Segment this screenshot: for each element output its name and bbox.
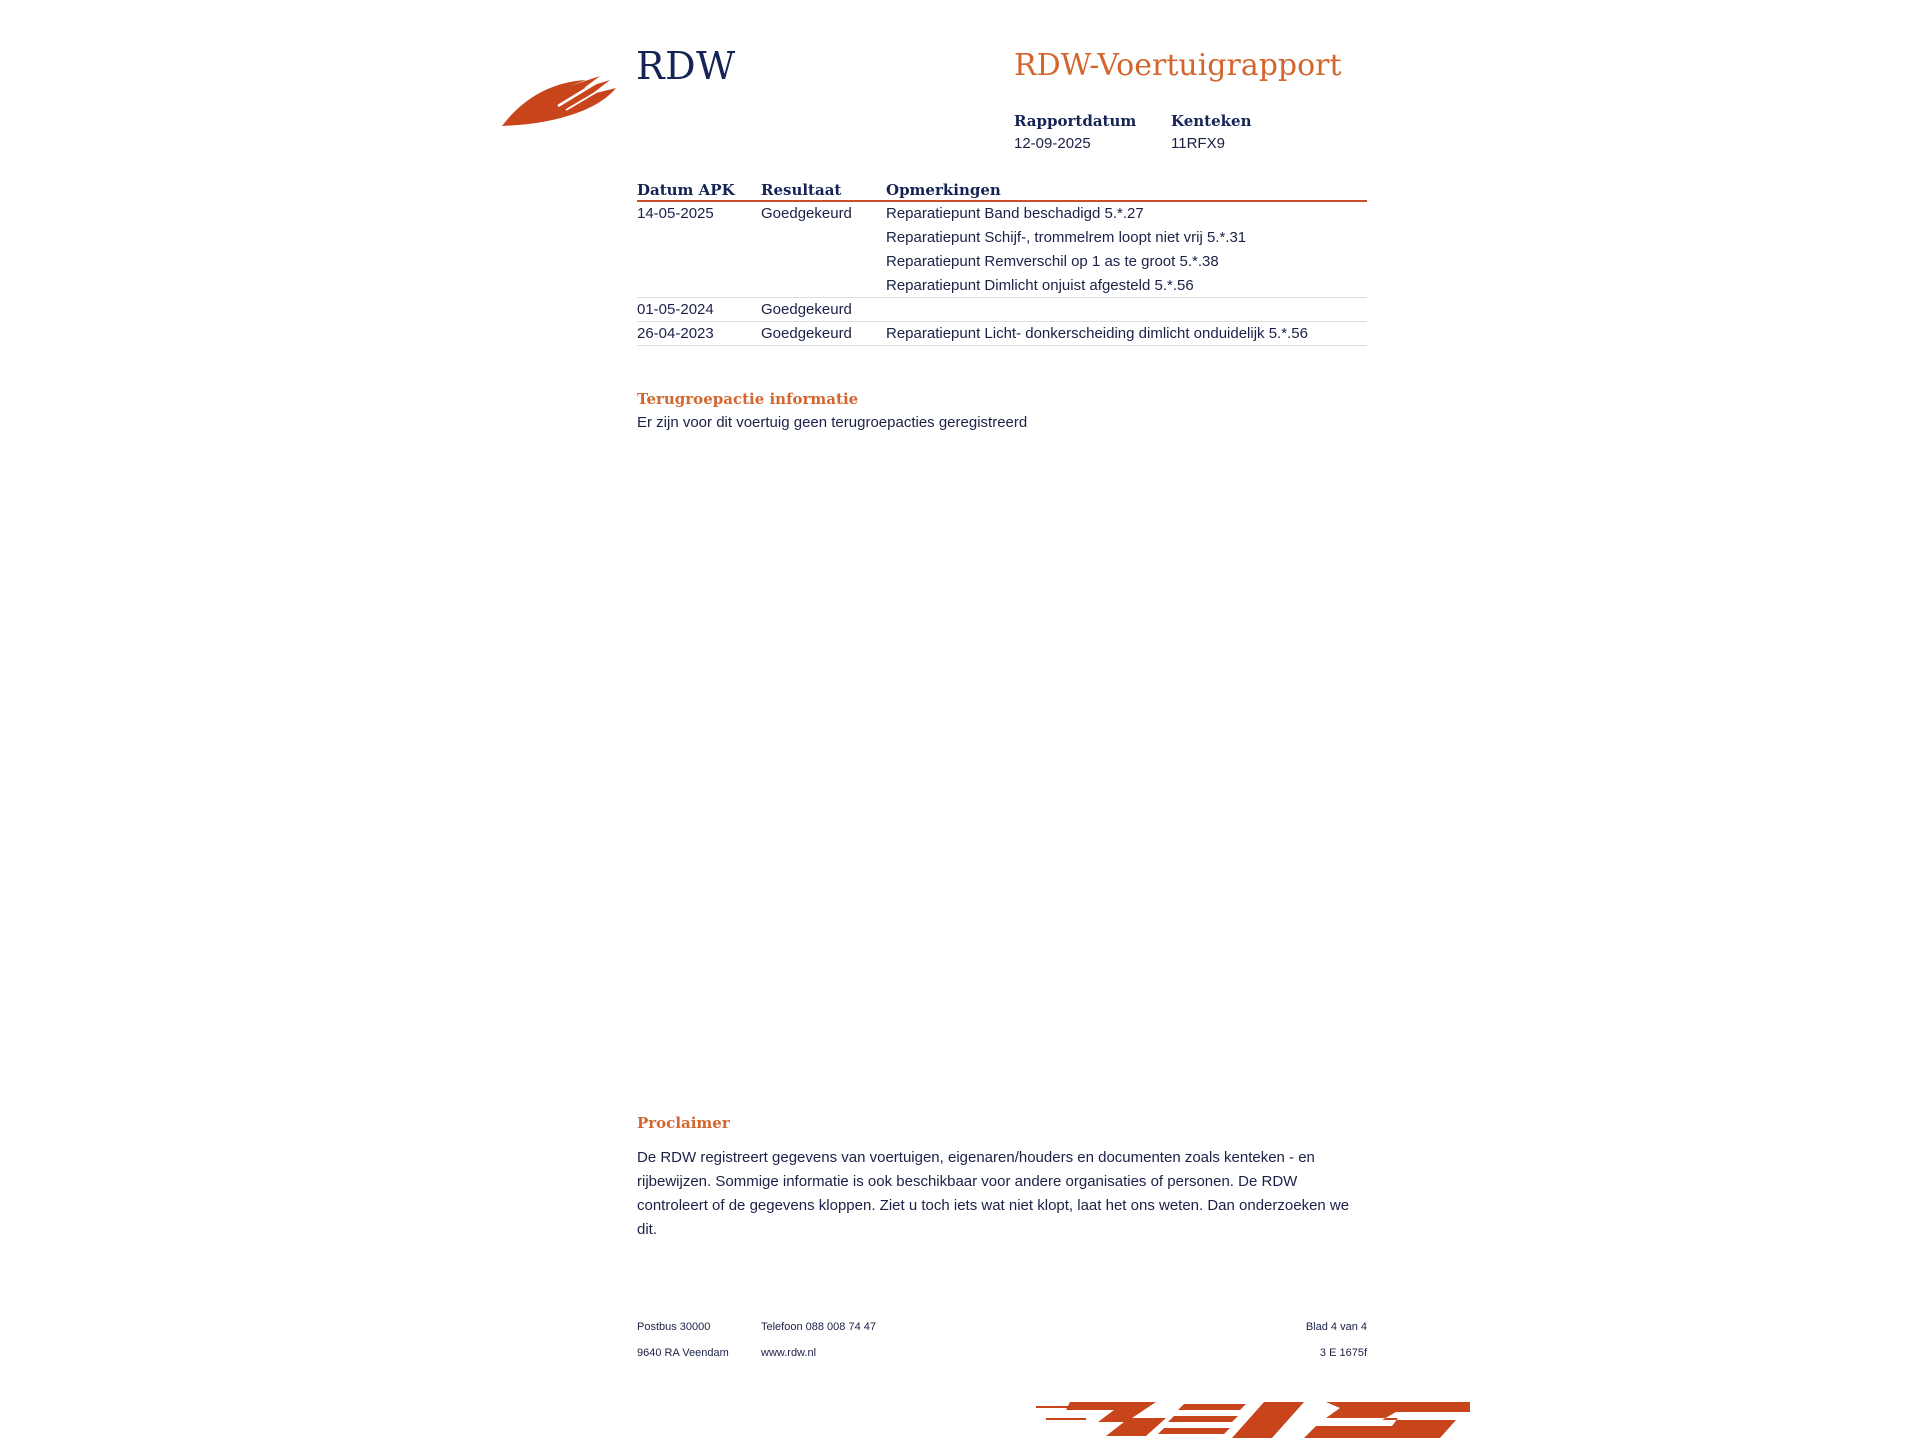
- remark-line: Reparatiepunt Band beschadigd 5.*.27: [886, 205, 1144, 222]
- report-title: RDW-Voertuigrapport: [1014, 48, 1342, 83]
- recall-section-title: Terugroepactie informatie: [637, 390, 859, 408]
- apk-remarks: [886, 322, 1308, 346]
- brand-name: RDW: [636, 44, 736, 88]
- license-plate-value: 11RFX9: [1171, 135, 1225, 152]
- recall-section-text: Er zijn voor dit voertuig geen terugroepacties geregistreerd: [637, 414, 1028, 431]
- apk-result: Goedgekeurd: [761, 205, 852, 222]
- apk-date: 26-04-2023: [637, 325, 714, 342]
- apk-result: Goedgekeurd: [761, 301, 852, 318]
- column-header-date: Datum APK: [637, 181, 735, 199]
- remark-line: Reparatiepunt Licht- donkerscheiding dimlicht onduidelijk 5.*.56: [886, 325, 1308, 342]
- footer-postbus: Postbus 30000: [637, 1321, 711, 1333]
- footer-phone: Telefoon 088 008 74 47: [761, 1321, 876, 1333]
- rdw-logo-icon: [500, 66, 620, 128]
- apk-result: Goedgekeurd: [761, 325, 852, 342]
- footer-document-code: 3 E 1675f: [1319, 1347, 1367, 1359]
- proclaimer-text: De RDW registreert gegevens van voertuigen, eigenaren/houders en documenten zoals kenteken - en rijbewijzen. Sommige informatie is ook beschikbaar voor andere organisaties of personen. De RDW controleert of de gegevens kloppen. Ziet u toch iets wat niet klopt, laat het ons weten. Dan onderzoeken we dit.: [637, 1149, 1350, 1238]
- license-plate-label: Kenteken: [1171, 112, 1252, 130]
- remark-line: Reparatiepunt Remverschil op 1 as te groot 5.*.38: [886, 253, 1219, 270]
- report-date-label: Rapportdatum: [1014, 112, 1137, 130]
- column-header-result: Resultaat: [761, 181, 842, 199]
- column-header-remarks: Opmerkingen: [886, 181, 1001, 199]
- table-row: [637, 298, 1367, 322]
- remark-line: Reparatiepunt Schijf-, trommelrem loopt niet vrij 5.*.31: [886, 229, 1247, 246]
- table-row: [637, 322, 1367, 346]
- apk-remarks: [886, 202, 1246, 298]
- report-date-value: 12-09-2025: [1014, 135, 1091, 152]
- proclaimer-title: Proclaimer: [637, 1114, 730, 1132]
- apk-date: 01-05-2024: [637, 301, 714, 318]
- footer-postal-city: 9640 RA Veendam: [637, 1347, 729, 1359]
- footer-stripes-decoration: [1036, 1398, 1470, 1440]
- footer-page-number: Blad 4 van 4: [1305, 1321, 1367, 1333]
- table-row: [637, 202, 1367, 298]
- apk-date: 14-05-2025: [637, 205, 714, 222]
- apk-table: [637, 178, 1367, 346]
- table-header-row: [637, 178, 1367, 202]
- remark-line: Reparatiepunt Dimlicht onjuist afgesteld 5.*.56: [886, 277, 1194, 294]
- footer-website: www.rdw.nl: [761, 1347, 817, 1359]
